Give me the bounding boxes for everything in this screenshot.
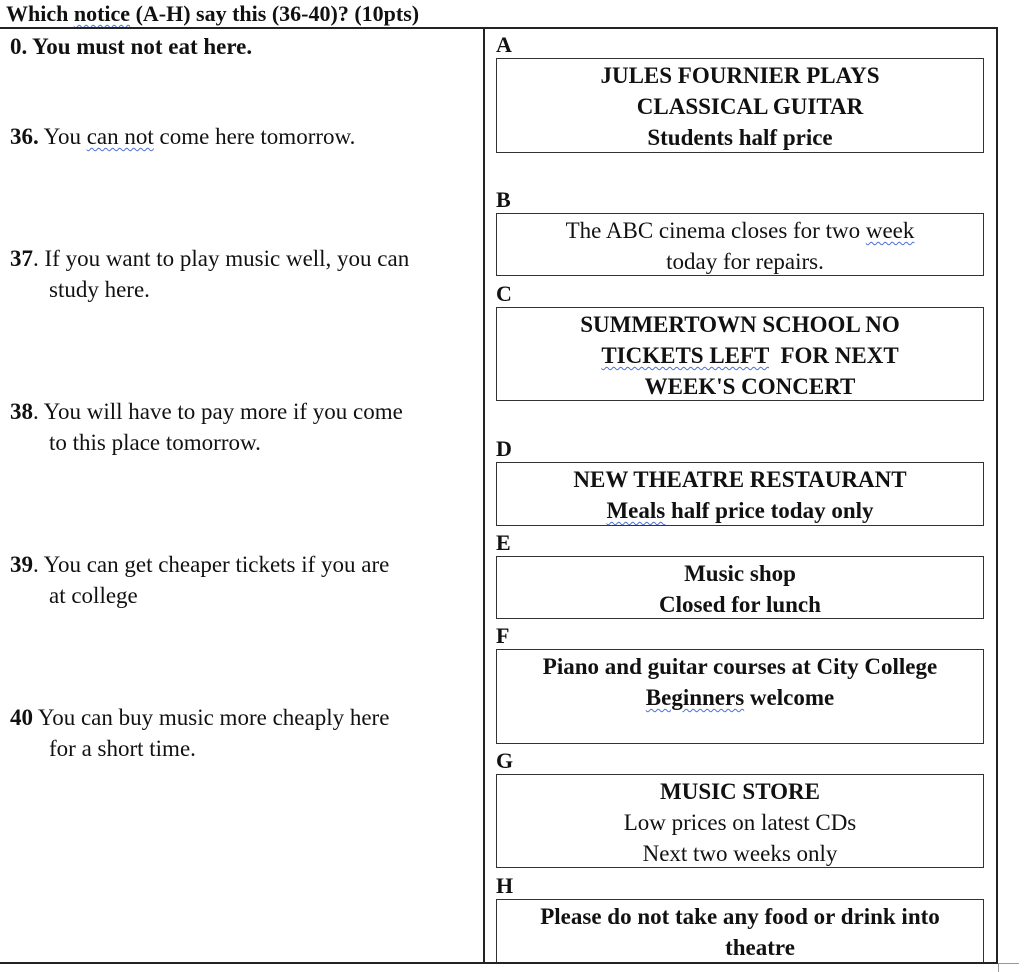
notice-d-letter: D [496,436,512,461]
notice-h-letter: H [496,873,514,898]
question-37-text: . If you want to play music well, you can [33,246,410,271]
notice-d [496,462,984,526]
question-40-number: 40 [10,705,33,730]
notice-g-line-1: MUSIC STORE [660,779,820,804]
notice-e-letter: E [496,530,511,555]
question-38-text: . You will have to pay more if you come [33,399,403,424]
notice-e [496,556,984,619]
notice-a-line-3: Students half price [647,125,833,150]
notice-g [496,774,984,868]
question-36 [10,121,472,152]
notice-c-line-2-text: FOR NEXT [768,343,899,368]
question-36-text-post: come here tomorrow. [153,124,356,149]
question-36-spellcheck-word: can not [86,124,154,149]
notice-h [496,899,984,962]
notice-c-line-1: SUMMERTOWN SCHOOL NO [580,312,900,337]
question-39-text: . You can get cheaper tickets if you are [33,552,390,577]
notice-b-spellcheck-word: week [865,218,915,243]
table-right-border [996,27,998,963]
question-40-text: You can buy music more cheaply here [33,705,390,730]
question-39-text-cont: at college [49,583,138,608]
notice-b [496,213,984,276]
heading-spellcheck-word: notice [73,1,131,26]
question-37-text-cont: study here. [49,277,150,302]
notice-d-line-1: NEW THEATRE RESTAURANT [573,467,907,492]
notice-a-line-1: JULES FOURNIER PLAYS [600,63,880,88]
question-37-number: 37 [10,246,33,271]
question-0 [10,31,472,62]
question-38 [10,396,472,458]
question-36-number: 36. [10,124,39,149]
notice-a [496,58,984,153]
question-37 [10,243,472,305]
table-column-divider [483,27,485,963]
notice-b-line-2: today for repairs. [666,249,824,274]
notice-a-line-2: CLASSICAL GUITAR [636,94,864,119]
notice-f-line-2 [497,682,983,713]
notice-c-letter: C [496,281,512,306]
question-39-number: 39 [10,552,33,577]
notice-f-letter: F [496,623,510,648]
notice-f-spellcheck-word: Beginners [645,685,745,710]
notice-g-letter: G [496,748,514,773]
notice-f [496,649,984,744]
exercise-heading [6,0,419,28]
table-bottom-border [0,962,998,964]
heading-text-post: (A-H) say this (36-40)? (10pts) [130,1,420,26]
notice-g-line-3: Next two weeks only [642,841,838,866]
notice-b-line-1 [497,215,983,246]
question-38-text-cont: to this place tomorrow. [49,430,261,455]
notice-g-line-2: Low prices on latest CDs [623,810,857,835]
heading-text-pre: Which [6,1,74,26]
notice-h-line-1: Please do not take any food or drink into [540,904,940,929]
notice-f-line-2-text: welcome [744,685,835,710]
question-36-text-pre: You [38,124,87,149]
question-38-number: 38 [10,399,33,424]
question-0-number: 0. [10,34,28,59]
notice-d-line-2-text: half price today only [665,498,874,523]
notice-c-line-2 [497,340,983,371]
notice-c [496,307,984,401]
question-39 [10,549,472,611]
notice-f-line-1: Piano and guitar courses at City College [542,654,938,679]
notice-c-line-3: WEEK'S CONCERT [644,374,856,399]
notice-d-spellcheck-word: Meals [606,498,666,523]
notice-b-letter: B [496,187,511,212]
notice-h-line-2: theatre [725,935,795,960]
notice-c-spellcheck-words: TICKETS LEFT [601,343,769,368]
question-40 [10,702,472,764]
table-top-border [0,27,998,29]
notice-a-letter: A [496,32,512,57]
page-corner-mark [998,963,1019,972]
question-40-text-cont: for a short time. [49,736,196,761]
notice-d-line-2 [497,495,983,526]
notice-b-line-1-text: The ABC cinema closes for two [565,218,866,243]
question-0-text: You must not eat here. [27,34,253,59]
notice-e-line-2: Closed for lunch [659,592,821,617]
notice-e-line-1: Music shop [684,561,796,586]
